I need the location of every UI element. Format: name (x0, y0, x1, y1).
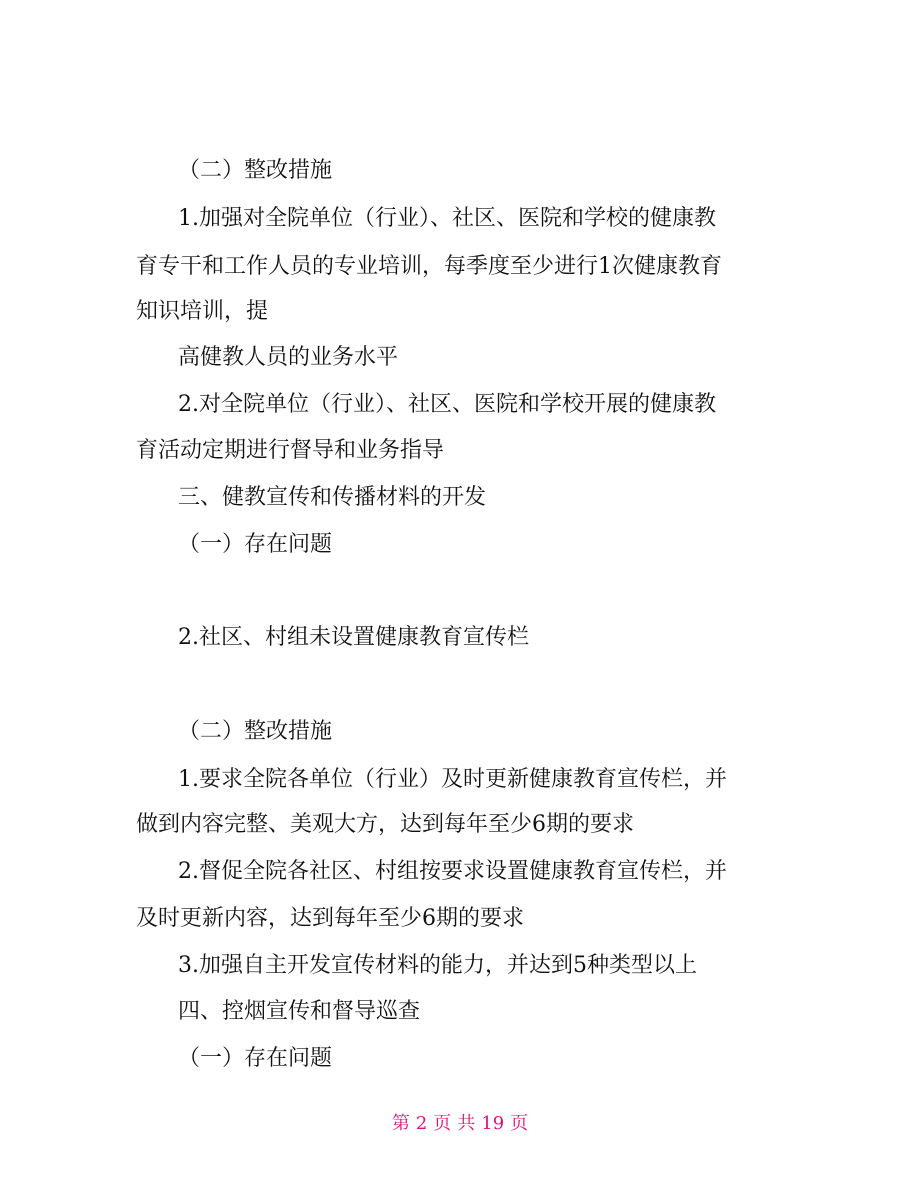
footer-label: 第 (391, 1113, 410, 1134)
paragraph-line: 知识培训，提 (136, 299, 269, 324)
subsection-heading: （一）存在问题 (178, 532, 333, 557)
subsection-heading: （二）整改措施 (178, 719, 333, 744)
text-fragment: 1.加强对全院单位（行业）、社区、医院和学校的健康教 (178, 206, 716, 231)
section-heading: 三、健教宣传和传播材料的开发 (178, 485, 487, 510)
paragraph-line: 2.社区、村组未设置健康教育宣传栏 (178, 625, 529, 650)
paragraph-line: 做到内容完整、美观大方，达到每年至少6期的要求 (136, 812, 634, 837)
current-page-number: 2 (415, 1113, 428, 1134)
paragraph-line: 育活动定期进行督导和业务指导 (136, 438, 445, 463)
heading-rectification-measures: （二）整改措施 (178, 158, 333, 183)
footer-label: 页 (433, 1113, 452, 1134)
section-heading: 四、控烟宣传和督导巡查 (178, 999, 421, 1024)
paragraph-line: 高健教人员的业务水平 (178, 345, 399, 370)
paragraph-line: 1.要求全院各单位（行业）及时更新健康教育宣传栏，并 (178, 767, 727, 792)
paragraph-line: 育专干和工作人员的专业培训，每季度至少进行1次健康教育 (136, 254, 722, 279)
subsection-heading: （一）存在问题 (178, 1046, 333, 1071)
total-page-count: 19 (481, 1113, 505, 1134)
paragraph-line: 3.加强自主开发宣传材料的能力，并达到5种类型以上 (178, 953, 697, 978)
paragraph-line: 2.督促全院各社区、村组按要求设置健康教育宣传栏，并 (178, 859, 727, 884)
paragraph-line (178, 204, 782, 234)
footer-label: 页 (510, 1113, 529, 1134)
page-footer (0, 1112, 920, 1136)
paragraph-line: 2.对全院单位（行业）、社区、医院和学校开展的健康教 (178, 392, 716, 417)
paragraph-line: 及时更新内容，达到每年至少6期的要求 (136, 906, 524, 931)
footer-label: 共 (457, 1113, 476, 1134)
